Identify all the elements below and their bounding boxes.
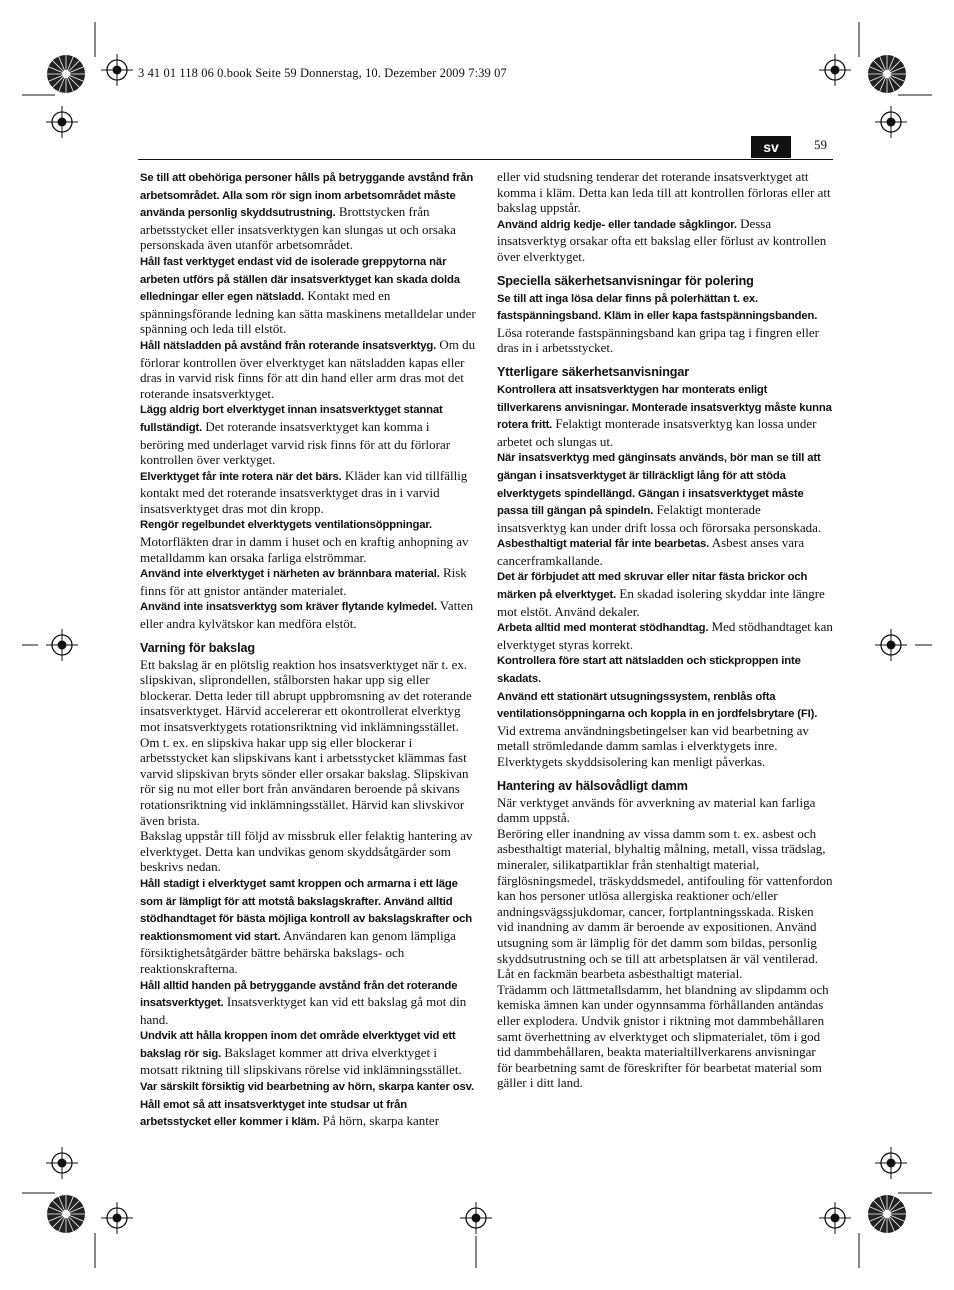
paragraph-body: Brottstycken från arbetsstycket eller insatsverktygen kan slungas ut och orsaka personskada även utanför arbetsområdet. [140,204,456,253]
paragraph [140,735,476,829]
paragraph [140,468,476,517]
paragraph-body: Asbest anses vara cancerframkallande. [497,535,805,568]
paragraph-lead: Använd aldrig kedje- eller tandade sågklingor. [497,218,737,231]
paragraph-body: Trädamm och lättmetallsdamm, het blandning av slipdamm och kemiska ämnen kan under ogynnsamma förhållanden antändas eller explodera. Undvik gnistor i riktning mot dammbehållaren samt överhettning av elverktyget och slipmaterialet, töm i god tid dammbehållaren, beakta materialtillverkarens anvisningar för bearbetning samt de föreskrifter för bearbetat material som gäller i ditt land. [497,981,829,1091]
language-tab: sv [751,136,791,158]
paragraph [497,568,833,619]
paragraph [497,652,833,687]
paragraph-lead: Se till att inga lösa delar finns på polerhättan t. ex. fastspänningsband. Kläm in eller kapa fastspänningsbanden. [497,292,818,323]
paragraph-body: Insatsverktyget kan vid ett bakslag gå mot din hand. [140,994,467,1027]
paragraph [497,982,833,1091]
paragraph-lead: Asbesthaltigt material får inte bearbetas. [497,538,710,551]
paragraph-lead: Var särskilt försiktig vid bearbetning av hörn, skarpa kanter osv. Håll emot så att insatsverktyget inte studsar ut från arbetsstycket eller kommer i kläm. [140,1081,474,1129]
paragraph-body: Bakslaget kommer att driva elverktyget i motsatt riktning till slipskivans rörelse vid inklämningsstället. [140,1044,462,1078]
paragraph [497,688,833,770]
paragraph [497,216,833,265]
paragraph-lead: Se till att obehöriga personer hålls på betryggande avstånd från arbetsområdet. Alla som rör sign inom arbetsområdet måste använda personlig skyddsutrustning. [140,172,474,220]
paragraph-lead: Undvik att hålla kroppen inom det område elverktyget vid ett bakslag rör sig. [140,1030,456,1060]
paragraph-lead: Håll fast verktyget endast vid de isolerade greppytorna när arbeten utförs på ställen där insatsverktyget kan skada dolda elledningar eller egen nätsladd. [140,255,460,304]
left-column [140,169,476,1131]
paragraph [140,1078,476,1131]
paragraph-lead: Kontrollera att insatsverktygen har monterats enligt tillverkarens anvisningar. Monterade insatsverktyg måste kunna rotera fritt. [497,383,832,432]
section-heading: Speciella säkerhetsanvisningar för polering [497,273,754,288]
paragraph [140,337,476,401]
paragraph-body: Dessa insatsverktyg orsakar ofta ett bakslag eller förlust av kontrollen över elverktyget. [497,215,827,264]
page-number: 59 [814,137,827,152]
paragraph-body: Risk finns för att gnistor antänder materialet. [140,565,467,598]
section-heading: Varning för bakslag [140,640,255,655]
paragraph-body: En skadad isolering skyddar inte längre mot elstöt. Använd dekaler. [497,586,825,619]
paragraph-body: Ett bakslag är en plötslig reaktion hos insatsverktyget när t. ex. slipskivan, sliprondellen, stålborsten hakar upp sig eller blockerar. Detta leder till abrupt uppbromsning av det roterande insatsverktyget. Härvid accelererar ett okontrollerat elverktyg mot insatsverktygets rotationsriktning vid inklämningsstället. [140,656,472,734]
section-heading: Ytterligare säkerhetsanvisningar [497,364,690,379]
paragraph-body: Kläder kan vid tillfällig kontakt med det roterande insatsverktyget dras in i varvid insatsverktyget dras mot din kropp. [140,467,468,516]
paragraph [497,826,833,982]
section-heading: Hantering av hälsovådligt damm [497,778,688,793]
paragraph-body: Lösa roterande fastspänningsband kan gripa tag i fingren eller dras in i arbetsstycket. [497,324,819,356]
paragraph-lead: När insatsverktyg med gänginsats används, bör man se till att gängan i insatsverktyget är tillräckligt lång för att stöda elverktygets spindellängd. Gängan i insatsverktyget måste passa till gängan på spindeln. [497,452,821,518]
paragraph-body: Om t. ex. en slipskiva hakar upp sig eller blockerar i arbetsstycket kan slipskivans kant i arbetsstycket klämmas fast varvid slipskivan bryts sönder eller orsakar bakslag. Slipskivan rör sig nu mot eller bort från användaren beroende på skivans rotationsriktning vid inklämningsstället. Härvid kan slivskivor även brista. [140,734,469,828]
paragraph-body: Vid extrema användningsbetingelser kan vid bearbetning av metall strömledande damm samlas i elverktygets inre. Elverktygets skyddsisolering kan menligt påverkas. [497,722,809,769]
paragraph [497,535,833,568]
paragraph-body: Felaktigt monterade insatsverktyg kan under drift lossa och förorsaka personskada. [497,502,822,535]
paragraph-body: Felaktigt monterade insatsverktyg kan lossa under arbetet och slungas ut. [497,416,817,449]
paragraph-body: Vatten eller andra kylvätskor kan medföra elstöt. [140,598,474,632]
paragraph-body: Med stödhandtaget kan elverktyget styras korrekt. [497,619,833,652]
paragraph-lead: Håll alltid handen på betryggande avstånd från det roterande insatsverktyget. [140,979,458,1010]
paragraph [140,169,476,253]
paragraph-body: Bakslag uppstår till följd av missbruk eller felaktig hantering av elverktyget. Detta kan undvikas genom skyddsåtgärder som beskrivs nedan. [140,828,473,875]
paragraph [140,828,476,875]
paragraph-lead: Använd inte elverktyget i närheten av brännbara material. [140,568,440,581]
paragraph [140,516,476,565]
paragraph-body: När verktyget används för avverkning av material kan farliga damm uppstå. [497,794,816,826]
paragraph [497,381,833,449]
paragraph-body: Beröring eller inandning av vissa damm som t. ex. asbest och asbesthaltigt material, blyhaltig målning, metall, vissa trädslag, mineraler, silikatpartiklar från stenhaltigt material, färglösningsmedel, träskyddsmedel, antifouling för vattenfordon kan hos personer utlösa allergiska reaktioner och/eller andningsvägssjukdomar, cancer, fortplantningsskada. Risken vid inandning av damm är beroende av expositionen. Använd utsugning som är lämplig för det damm som bildas, personlig skyddsutrustning och se till att arbetsplatsen är väl ventilerad. Låt en fackmän bearbeta asbesthaltigt material. [497,825,833,982]
paragraph [140,565,476,598]
paragraph [497,169,833,216]
paragraph-body: Motorfläkten drar in damm i huset och en kraftig anhopning av metalldamm kan orsaka farliga elströmmar. [140,534,469,565]
file-info-line: 3 41 01 118 06 0.book Seite 59 Donnerstag, 10. Dezember 2009 7:39 07 [138,66,507,80]
paragraph-lead: Använd inte insatsverktyg som kräver flytande kylmedel. [140,601,437,614]
paragraph-body: eller vid studsning tenderar det roterande insatsverktyget att komma i kläm. Detta kan leda till att kontrollen förloras eller att bakslag uppstår. [497,169,831,216]
paragraph [140,401,476,467]
paragraph-lead: Använd ett stationärt utsugningssystem, renblås ofta ventilationsöppningarna och koppla in en jordfelsbrytare (FI). [497,690,818,721]
paragraph-body: Användaren kan genom lämpliga försiktighetsåtgärder bättre behärska bakslags- och reaktionskrafterna. [140,927,456,976]
paragraph-lead: Håll stadigt i elverktyget samt kroppen och armarna i ett läge som är lämpligt för att motstå bakslagskrafter. Använd alltid stödhandtaget för bästa möjliga kontroll av bakslagskrafter och reaktionsmoment vid start. [140,877,473,943]
paragraph-lead: Lägg aldrig bort elverktyget innan insatsverktyget stannat fullständigt. [140,404,443,434]
paragraph [140,1027,476,1078]
paragraph [497,795,833,826]
paragraph-body: Om du förlorar kontrollen över elverktyget kan nätsladden kapas eller dras in varvid risk finns för att din hand eller arm dras mot det roterande insatsverktyget. [140,336,476,401]
paragraph-lead: Elverktyget får inte rotera när det bärs. [140,470,342,483]
paragraph-lead: Kontrollera före start att nätsladden och stickproppen inte skadats. [497,655,801,686]
paragraph [497,619,833,652]
paragraph [140,977,476,1028]
right-column [497,169,833,1091]
paragraph-lead: Håll nätsladden på avstånd från roterande insatsverktyg. [140,339,437,352]
paragraph [497,290,833,356]
paragraph-lead: Det är förbjudet att med skruvar eller nitar fästa brickor och märken på elverktyget. [497,571,808,602]
paragraph-lead: Arbeta alltid med monterat stödhandtag. [497,622,709,635]
header-rule [138,159,833,160]
paragraph-body: Det roterande insatsverktyget kan komma i beröring med underlaget varvid risk finns för att du förlorar kontrollen över verktyget. [140,418,451,468]
paragraph-body: Kontakt med en spänningsförande ledning kan sätta maskinens metalldelar under spänning och leda till elstöt. [140,288,476,337]
paragraph [140,875,476,977]
paragraph [140,253,476,337]
paragraph-lead: Rengör regelbundet elverktygets ventilationsöppningar. [140,519,432,532]
paragraph [140,657,476,735]
paragraph [140,598,476,631]
paragraph [497,449,833,535]
paragraph-body: På hörn, skarpa kanter [319,1113,440,1129]
